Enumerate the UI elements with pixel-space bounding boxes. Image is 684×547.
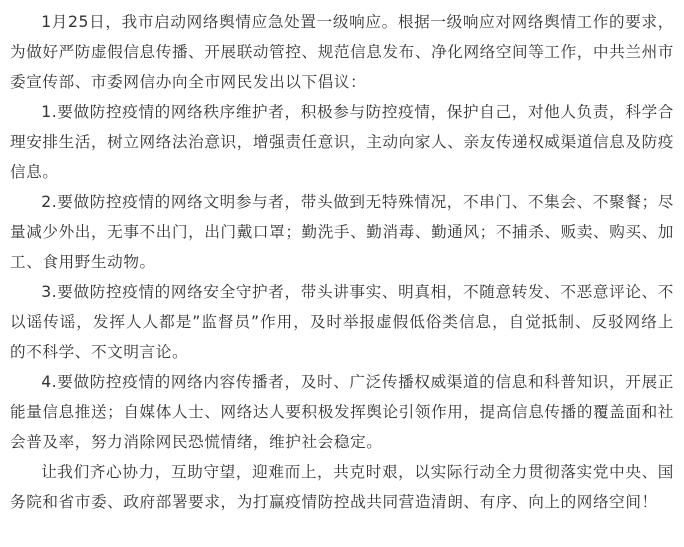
- initiative-item-2: 2.要做防控疫情的网络文明参与者，带头做到无特殊情况，不串门、不集会、不聚餐；尽量减少外出，无事不出门，出门戴口罩；勤洗手、勤消毒、勤通风；不捕杀、贩卖、购买、加工、食用野生动物。: [10, 193, 674, 271]
- initiative-item-3: 3.要做防控疫情的网络安全守护者，带头讲事实、明真相，不随意转发、不恶意评论、不以谣传谣，发挥人人都是”监督员”作用，及时举报虚假低俗类信息，自觉抵制、反驳网络上的不科学、不文明言论。: [10, 283, 674, 361]
- initiative-item-4: 4.要做防控疫情的网络内容传播者，及时、广泛传播权威渠道的信息和科普知识，开展正能量信息推送；自媒体人士、网络达人要积极发挥舆论引领作用，提高信息传播的覆盖面和社会普及率，努力消除网民恐慌情绪，维护社会稳定。: [10, 373, 674, 451]
- closing-paragraph: 让我们齐心协力，互助守望，迎难而上，共克时艰，以实际行动全力贯彻落实党中央、国务院和省市委、政府部署要求，为打赢疫情防控战共同营造清朗、有序、向上的网络空间！: [10, 463, 674, 511]
- intro-paragraph: 1月25日，我市启动网络舆情应急处置一级响应。根据一级响应对网络舆情工作的要求，为做好严防虚假信息传播、开展联动管控、规范信息发布、净化网络空间等工作，中共兰州市委宣传部、市委网信办向全市网民发出以下倡议：: [10, 13, 674, 91]
- initiative-item-1: 1.要做防控疫情的网络秩序维护者，积极参与防控疫情，保护自己，对他人负责，科学合理安排生活，树立网络法治意识，增强责任意识，主动向家人、亲友传递权威渠道信息及防疫信息。: [10, 103, 674, 181]
- article-body: [10, 7, 674, 517]
